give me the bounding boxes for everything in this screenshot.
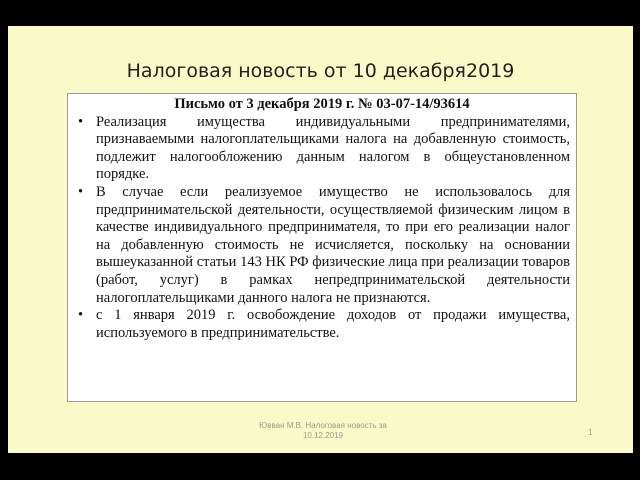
footer-line: 10.12.2019	[302, 431, 344, 440]
slide-title: Налоговая новость от 10 декабря2019	[126, 60, 515, 82]
slide	[8, 26, 633, 453]
footer	[233, 421, 413, 441]
footer-line: Ювван М.В. Налоговая новость за	[259, 421, 387, 430]
page-number: 1	[588, 428, 593, 437]
letter-box	[67, 93, 577, 402]
bullet-item: • В случае если реализуемое имущество не использовалось для предпринимательской деятельности, осуществляемой физическим лицом в качестве индивидуального предпринимателя, то при его реализации налог на добавленную стоимость не исчисляется, поскольку на основании вышеуказанной статьи 143 НК РФ физические лица при реализации товаров (работ, услуг) в рамках непредпринимательской деятельности налогоплательщиками данного налога не признаются.	[74, 184, 570, 307]
bullet-list	[74, 114, 570, 343]
bullet-item: • с 1 января 2019 г. освобождение доходов от продажи имущества, используемого в предпринимательстве.	[74, 307, 570, 342]
bullet-item: • Реализация имущества индивидуальными предпринимателями, признаваемыми налогоплательщиками налога на добавленную стоимость, подлежит налогообложению данным налогом в общеустановленном порядке.	[74, 114, 570, 184]
letter-title: Письмо от 3 декабря 2019 г. № 03-07-14/93614	[174, 96, 470, 112]
